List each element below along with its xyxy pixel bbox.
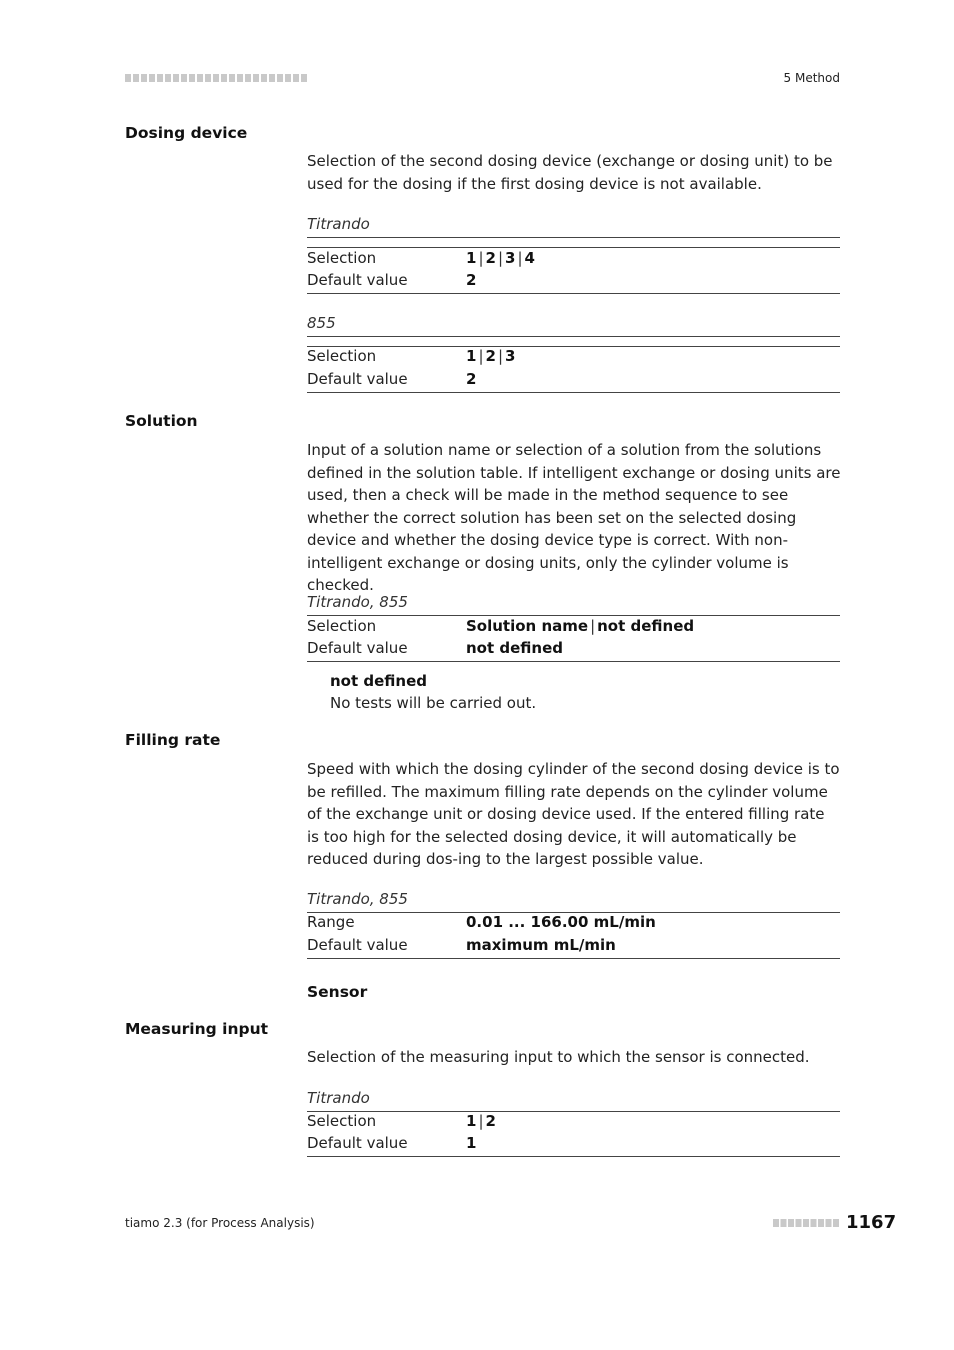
- table-rule: [307, 247, 840, 248]
- dosing-device-heading: Dosing device: [125, 124, 248, 142]
- page-number: 1167: [846, 1212, 897, 1233]
- measuring-input-description: Selection of the measuring input to which the sensor is connected.: [307, 1048, 810, 1066]
- solution-device-label: Titrando, 855: [307, 593, 408, 611]
- filling-rate-device-label: Titrando, 855: [307, 890, 408, 908]
- filling-rate-description: Speed with which the dosing cylinder of the second dosing device is to be refilled. The maximum filling rate depends on the cylinder volume of the exchange unit or dosing device used. If the entered filling rate is too high for the selected dosing device, it will automatically be reduced during dos-ing to the largest possible value.: [307, 760, 840, 868]
- selection-value: 1 | 2 | 3 | 4: [466, 249, 535, 267]
- default-value: 2: [466, 271, 477, 289]
- default-value: maximum mL/min: [466, 936, 616, 954]
- table-row: [307, 1134, 840, 1156]
- dosing-device-description: Selection of the second dosing device (exchange or dosing unit) to be used for the dosing if the first dosing device is not available.: [307, 152, 833, 193]
- table-row: [307, 913, 840, 935]
- selection-value: 1 | 2: [466, 1112, 496, 1130]
- range-label: Range: [307, 913, 355, 931]
- selection-label: Selection: [307, 347, 377, 365]
- measuring-input-heading: Measuring input: [125, 1020, 269, 1038]
- default-value: 1: [466, 1134, 477, 1152]
- table-rule: [307, 237, 840, 238]
- table-rule: [307, 336, 840, 337]
- table-rule: [307, 958, 840, 959]
- selection-label: Selection: [307, 249, 377, 267]
- option-not-defined-title: not defined: [330, 672, 427, 690]
- default-label: Default value: [307, 1134, 408, 1152]
- table-rule: [307, 1156, 840, 1157]
- dosing-device-855-label: 855: [307, 314, 336, 332]
- filling-rate-heading: Filling rate: [125, 731, 221, 749]
- table-row: [307, 347, 840, 369]
- table-rule: [307, 392, 840, 393]
- table-rule: [307, 293, 840, 294]
- sensor-heading: Sensor: [307, 983, 368, 1001]
- table-rule: [307, 615, 840, 616]
- range-value: 0.01 ... 166.00 mL/min: [466, 913, 656, 931]
- table-row: [307, 936, 840, 958]
- default-label: Default value: [307, 271, 408, 289]
- header-decoration: [125, 74, 307, 82]
- footer-decoration: [773, 1219, 840, 1227]
- chapter-title: 5 Method: [783, 71, 840, 85]
- solution-heading: Solution: [125, 412, 198, 430]
- default-value: not defined: [466, 639, 563, 657]
- solution-description: Input of a solution name or selection of a solution from the solutions defined in the solution table. If intelligent exchange or dosing units are used, then a check will be made in the method sequence to see whether the correct solution has been set on the selected dosing device and whether the dosing device type is correct. With non-intelligent exchange or dosing units, only the cylinder volume is checked.: [307, 441, 841, 594]
- default-label: Default value: [307, 370, 408, 388]
- footer-product: tiamo 2.3 (for Process Analysis): [125, 1216, 315, 1230]
- default-label: Default value: [307, 936, 408, 954]
- selection-value: Solution name | not defined: [466, 617, 695, 635]
- table-row: [307, 639, 840, 661]
- measuring-input-device-label: Titrando: [307, 1089, 370, 1107]
- option-not-defined-text: No tests will be carried out.: [330, 694, 537, 712]
- selection-label: Selection: [307, 1112, 377, 1130]
- default-value: 2: [466, 370, 477, 388]
- dosing-device-titrando-label: Titrando: [307, 215, 370, 233]
- selection-label: Selection: [307, 617, 377, 635]
- table-row: [307, 249, 840, 271]
- table-row: [307, 617, 840, 639]
- selection-value: 1 | 2 | 3: [466, 347, 516, 365]
- table-row: [307, 370, 840, 392]
- table-row: [307, 271, 840, 293]
- table-rule: [307, 661, 840, 662]
- table-row: [307, 1112, 840, 1134]
- default-label: Default value: [307, 639, 408, 657]
